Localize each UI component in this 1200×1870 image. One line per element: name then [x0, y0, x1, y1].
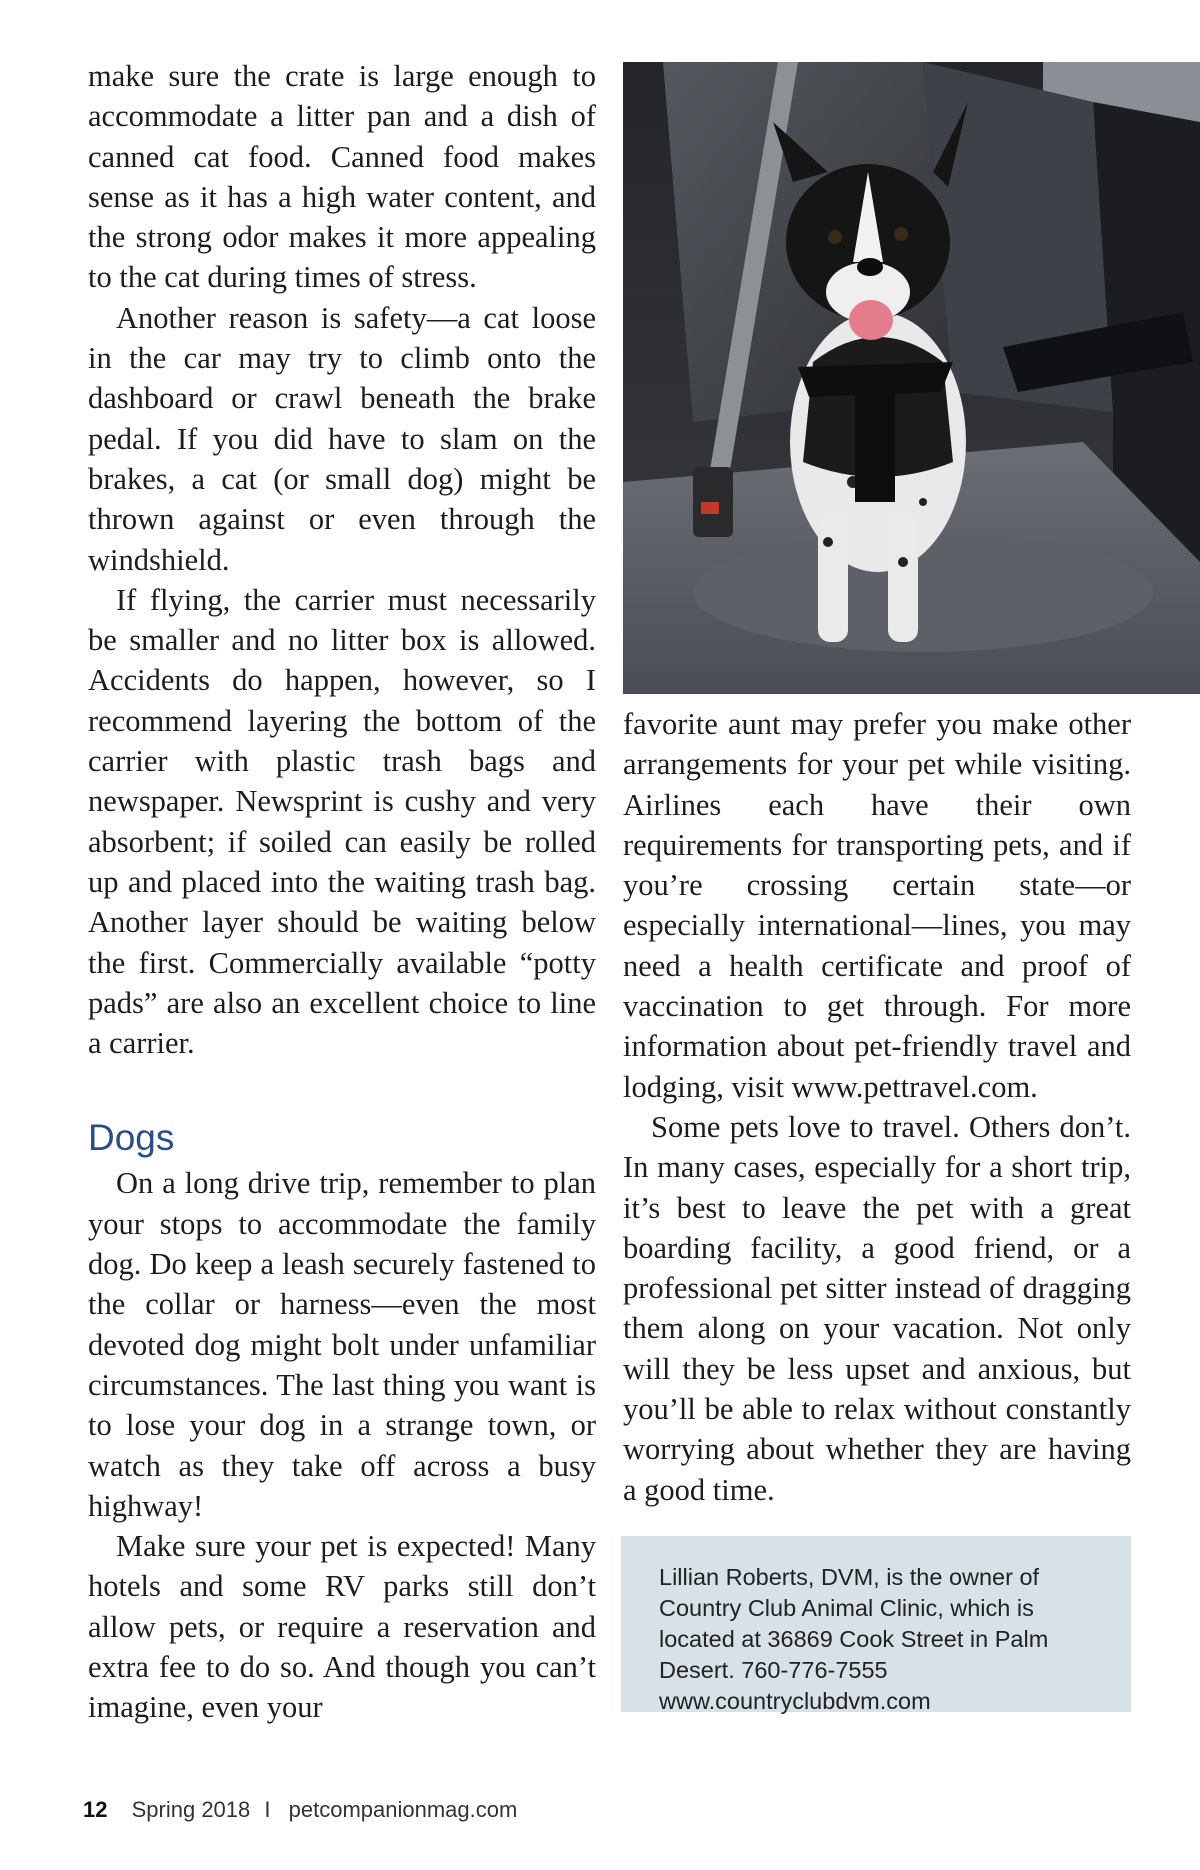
dog-in-car-photo [623, 62, 1200, 694]
paragraph-cat-safety: Another reason is safety—a cat loose in the car may try to climb onto the dashboard or crawl beneath the brake pedal. If you did have to slam on the brakes, a cat (or small dog) might be thrown against or even through the windshield. [88, 300, 596, 577]
bio-line: Lillian Roberts, DVM, is the owner of [659, 1564, 1040, 1590]
author-bio-box [621, 1536, 1131, 1712]
paragraph-dog-hotels: Make sure your pet is expected! Many hotels and some RV parks still don’t allow pets, or require a reservation and extra fee to do so. And though you can’t imagine, even your [88, 1529, 596, 1725]
section-heading-dogs: Dogs [88, 1117, 175, 1159]
bio-line: Country Club Animal Clinic, which is [659, 1595, 1034, 1621]
bio-link[interactable]: www.countryclubdvm.com [659, 1688, 931, 1714]
page-footer [83, 1797, 517, 1823]
paragraph-cat-crate: make sure the crate is large enough to accommodate a litter pan and a dish of canned cat food. Canned food makes sense as it has a high water content, and the strong odor makes it more appealing to the cat during times of stress. [88, 59, 596, 295]
paragraph-cat-flying: If flying, the carrier must necessarily be smaller and no litter box is allowed. Accidents do happen, however, so I recommend layering the bottom of the carrier with plastic trash bags and newspaper. Newsprint is cushy and very absorbent; if soiled can easily be rolled up and placed into the waiting trash bag. Another layer should be waiting below the first. Commercially available “potty pads” are also an excellent choice to line a carrier. [88, 582, 596, 1061]
right-column [623, 704, 1131, 1510]
issue-label: Spring 2018 [131, 1797, 251, 1822]
paragraph-arrangements: favorite aunt may prefer you make other arrangements for your pet while visiting. Airlines each have their own requirements for transporting pets, and if you’re crossing certain state—or especially international—lines, you may need a health certificate and proof of vaccination to get through. For more information about pet-friendly travel and lodging, visit www.pettravel.com. [623, 707, 1131, 1104]
paragraph-dog-drive: On a long drive trip, remember to plan your stops to accommodate the family dog. Do keep a leash securely fastened to the collar or harness—even the most devoted dog might bolt under unfamiliar circumstances. The last thing you want is to lose your dog in a strange town, or watch as they take off across a busy highway! [88, 1166, 596, 1523]
page-number: 12 [83, 1797, 108, 1822]
footer-separator: I [264, 1797, 271, 1822]
footer-website-link[interactable]: petcompanionmag.com [288, 1797, 518, 1822]
bio-line: Desert. 760-776-7555 [659, 1657, 888, 1683]
left-column [88, 56, 596, 1728]
bio-line: located at 36869 Cook Street in Palm [659, 1626, 1049, 1652]
paragraph-stay-home: Some pets love to travel. Others don’t. In many cases, especially for a short trip, it’s best to leave the pet with a great boarding facility, a good friend, or a professional pet sitter instead of dragging them along on your vacation. Not only will they be less upset and anxious, but you’ll be able to relax without constantly worrying about whether they are having a good time. [623, 1109, 1131, 1507]
